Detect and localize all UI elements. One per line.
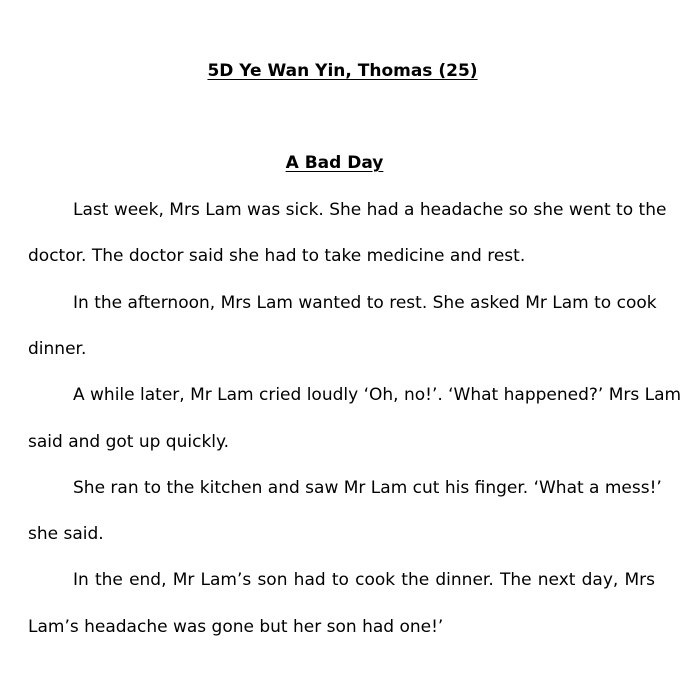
paragraph-2-line-2: dinner. xyxy=(28,339,87,359)
paragraph-1-line-1: Last week, Mrs Lam was sick. She had a headache so she went to the xyxy=(73,200,667,220)
paragraph-3-line-1: A while later, Mr Lam cried loudly ‘Oh, no!’. ‘What happened?’ Mrs Lam xyxy=(73,385,682,405)
paragraph-3-line-2: said and got up quickly. xyxy=(28,432,230,452)
paragraph-4-line-1: She ran to the kitchen and saw Mr Lam cut his finger. ‘What a mess!’ xyxy=(73,478,662,498)
essay-title: A Bad Day xyxy=(285,153,384,173)
paragraph-2-line-1: In the afternoon, Mrs Lam wanted to rest. She asked Mr Lam to cook xyxy=(73,293,657,313)
paragraph-1-line-2: doctor. The doctor said she had to take medicine and rest. xyxy=(28,246,526,266)
paragraph-4-line-2: she said. xyxy=(28,524,104,544)
paragraph-5-line-2: Lam’s headache was gone but her son had one!’ xyxy=(28,617,444,637)
author-line: 5D Ye Wan Yin, Thomas (25) xyxy=(207,61,478,81)
paragraph-5-line-1: In the end, Mr Lam’s son had to cook the dinner. The next day, Mrs xyxy=(73,570,655,590)
